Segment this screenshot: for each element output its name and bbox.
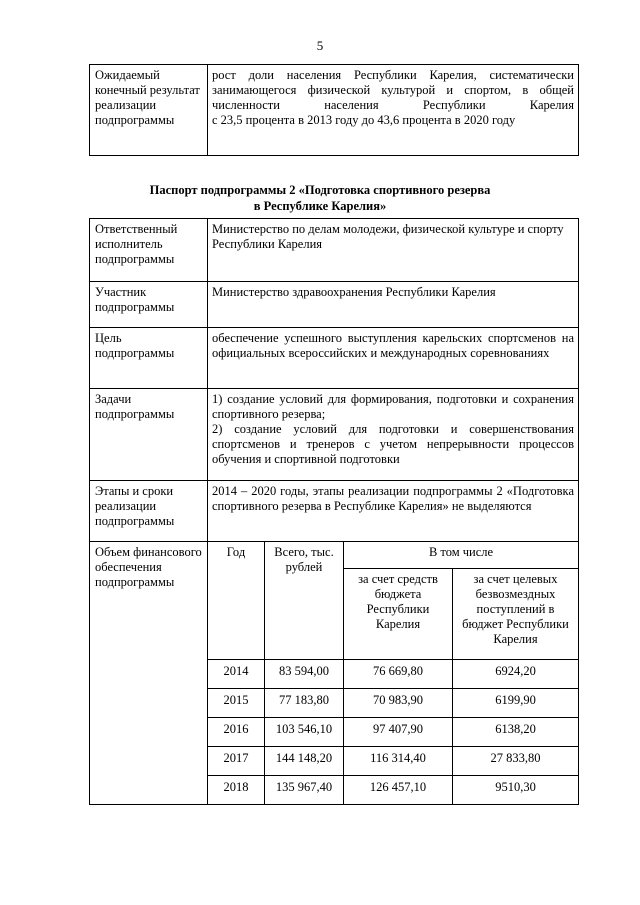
passport-title-line-1: Паспорт подпрограммы 2 «Подготовка спортивного резерва bbox=[149, 183, 491, 197]
passport-row-label: Цель подпрограммы bbox=[90, 328, 208, 389]
passport-row-label: Этапы и сроки реализации подпрограммы bbox=[90, 481, 208, 542]
passport-table bbox=[89, 218, 579, 805]
finance-header-targeted: за счет целевых безвозмездных поступлений в бюджет Республики Карелия bbox=[453, 569, 579, 660]
passport-row bbox=[90, 481, 579, 542]
passport-row bbox=[90, 219, 579, 282]
expected-result-table bbox=[89, 64, 579, 156]
finance-targeted: 6138,20 bbox=[453, 718, 579, 747]
finance-budget: 126 457,10 bbox=[344, 776, 453, 805]
passport-row bbox=[90, 389, 579, 481]
passport-row-label: Ответственный исполнитель подпрограммы bbox=[90, 219, 208, 282]
finance-year: 2014 bbox=[208, 660, 265, 689]
finance-targeted: 6199,90 bbox=[453, 689, 579, 718]
expected-result-value bbox=[208, 65, 579, 156]
finance-header-row bbox=[90, 542, 579, 569]
page-number: 5 bbox=[316, 38, 324, 53]
finance-budget: 70 983,90 bbox=[344, 689, 453, 718]
finance-year: 2015 bbox=[208, 689, 265, 718]
finance-header-total: Всего, тыс. рублей bbox=[265, 542, 344, 660]
finance-total: 83 594,00 bbox=[265, 660, 344, 689]
expected-result-label: Ожидаемый конечный результат реализации подпрограммы bbox=[90, 65, 208, 156]
finance-budget: 76 669,80 bbox=[344, 660, 453, 689]
passport-row-value: Министерство по делам молодежи, физической культуре и спорту Республики Карелия bbox=[208, 219, 579, 282]
finance-label: Объем финансового обеспечения подпрограммы bbox=[90, 542, 208, 805]
finance-budget: 97 407,90 bbox=[344, 718, 453, 747]
passport-row-value: 1) создание условий для формирования, подготовки и сохранения спортивного резерва; 2) создание условий для подготовки и совершенствования спортсменов и тренеров с учетом непрерывности процессов обучения и спортивной подготовки bbox=[208, 389, 579, 481]
finance-header-including: В том числе bbox=[344, 542, 579, 569]
expected-result-row bbox=[90, 65, 579, 156]
finance-total: 77 183,80 bbox=[265, 689, 344, 718]
passport-row-label: Участник подпрограммы bbox=[90, 282, 208, 328]
finance-targeted: 27 833,80 bbox=[453, 747, 579, 776]
expected-result-line: рост доли населения Республики Карелия, систематически bbox=[212, 68, 574, 82]
finance-header-year: Год bbox=[208, 542, 265, 660]
finance-header-budget: за счет средств бюджета Республики Карелия bbox=[344, 569, 453, 660]
finance-year: 2016 bbox=[208, 718, 265, 747]
expected-result-line: с 23,5 процента в 2013 году до 43,6 процента в 2020 году bbox=[212, 113, 516, 127]
finance-targeted: 6924,20 bbox=[453, 660, 579, 689]
passport-row bbox=[90, 282, 579, 328]
finance-total: 144 148,20 bbox=[265, 747, 344, 776]
finance-year: 2018 bbox=[208, 776, 265, 805]
passport-row bbox=[90, 328, 579, 389]
finance-budget: 116 314,40 bbox=[344, 747, 453, 776]
passport-heading bbox=[0, 182, 640, 214]
passport-row-value: Министерство здравоохранения Республики Карелия bbox=[208, 282, 579, 328]
finance-year: 2017 bbox=[208, 747, 265, 776]
passport-title-line-2: в Республике Карелия» bbox=[253, 199, 387, 213]
passport-row-label: Задачи подпрограммы bbox=[90, 389, 208, 481]
finance-total: 103 546,10 bbox=[265, 718, 344, 747]
expected-result-line: занимающегося физической культурой и спортом, в общей bbox=[212, 83, 574, 97]
finance-total: 135 967,40 bbox=[265, 776, 344, 805]
finance-targeted: 9510,30 bbox=[453, 776, 579, 805]
passport-row-value: 2014 – 2020 годы, этапы реализации подпрограммы 2 «Подготовка спортивного резерва в Республике Карелия» не выделяются bbox=[208, 481, 579, 542]
passport-row-value: обеспечение успешного выступления карельских спортсменов на официальных всероссийских и международных соревнованиях bbox=[208, 328, 579, 389]
expected-result-line: численности населения Республики Карелия bbox=[212, 98, 574, 112]
